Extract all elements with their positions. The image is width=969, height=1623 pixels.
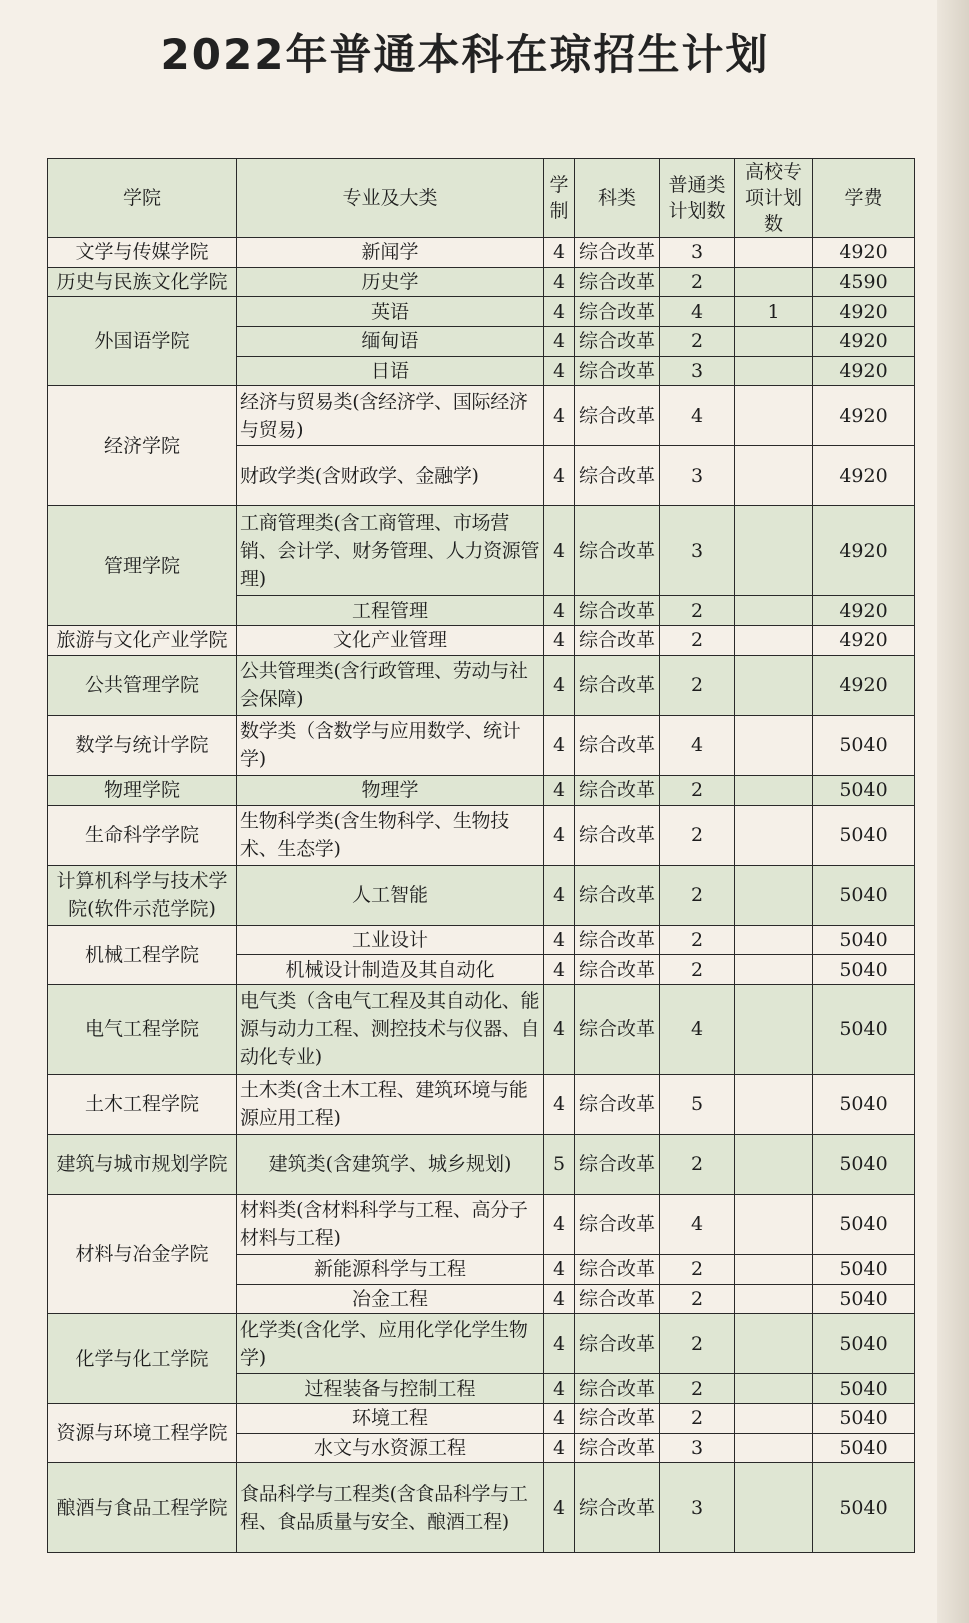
general-plan-cell: 2 <box>660 267 735 297</box>
table-row <box>48 984 915 1074</box>
tuition-cell: 5040 <box>813 984 915 1074</box>
major-cell: 工程管理 <box>237 596 544 626</box>
category-cell: 综合改革 <box>575 238 660 268</box>
major-cell: 数学类（含数学与应用数学、统计学) <box>237 715 544 775</box>
general-plan-cell: 3 <box>660 1463 735 1553</box>
major-cell: 过程装备与控制工程 <box>237 1374 544 1404</box>
table-row <box>48 715 915 775</box>
category-cell: 综合改革 <box>575 356 660 386</box>
major-cell: 英语 <box>237 297 544 327</box>
tuition-cell: 4920 <box>813 238 915 268</box>
tuition-cell: 5040 <box>813 1314 915 1374</box>
major-cell: 新闻学 <box>237 238 544 268</box>
years-cell: 4 <box>544 925 575 955</box>
tuition-cell: 5040 <box>813 1433 915 1463</box>
table-row <box>48 386 915 446</box>
general-plan-cell: 2 <box>660 955 735 985</box>
tuition-cell: 5040 <box>813 925 915 955</box>
major-cell: 材料类(含材料科学与工程、高分子材料与工程) <box>237 1194 544 1254</box>
years-cell: 4 <box>544 267 575 297</box>
tuition-cell: 5040 <box>813 1194 915 1254</box>
page-edge <box>937 0 969 1623</box>
years-cell: 4 <box>544 1254 575 1284</box>
college-cell: 资源与环境工程学院 <box>48 1403 237 1462</box>
special-plan-cell: 1 <box>735 297 813 327</box>
special-plan-cell <box>735 1403 813 1433</box>
category-cell: 综合改革 <box>575 446 660 506</box>
years-cell: 4 <box>544 955 575 985</box>
college-cell: 外国语学院 <box>48 297 237 386</box>
college-cell: 建筑与城市规划学院 <box>48 1134 237 1194</box>
major-cell: 经济与贸易类(含经济学、国际经济与贸易) <box>237 386 544 446</box>
years-cell: 4 <box>544 1463 575 1553</box>
major-cell: 日语 <box>237 356 544 386</box>
special-plan-cell <box>735 775 813 805</box>
tuition-cell: 4920 <box>813 356 915 386</box>
category-cell: 综合改革 <box>575 506 660 596</box>
major-cell: 缅甸语 <box>237 327 544 357</box>
years-cell: 5 <box>544 1134 575 1194</box>
enrollment-plan-table <box>47 158 915 1553</box>
category-cell: 综合改革 <box>575 1374 660 1404</box>
tuition-cell: 5040 <box>813 805 915 865</box>
category-cell: 综合改革 <box>575 775 660 805</box>
tuition-cell: 4920 <box>813 626 915 656</box>
major-cell: 食品科学与工程类(含食品科学与工程、食品质量与安全、酿酒工程) <box>237 1463 544 1553</box>
table-row <box>48 1134 915 1194</box>
general-plan-cell: 3 <box>660 356 735 386</box>
major-cell: 工商管理类(含工商管理、市场营销、会计学、财务管理、人力资源管理) <box>237 506 544 596</box>
general-plan-cell: 4 <box>660 297 735 327</box>
college-cell: 土木工程学院 <box>48 1074 237 1134</box>
page-title: 2022年普通本科在琼招生计划 <box>160 30 770 79</box>
years-cell: 4 <box>544 715 575 775</box>
special-plan-cell <box>735 386 813 446</box>
general-plan-cell: 2 <box>660 626 735 656</box>
category-cell: 综合改革 <box>575 955 660 985</box>
special-plan-cell <box>735 238 813 268</box>
college-cell: 经济学院 <box>48 386 237 506</box>
college-cell: 物理学院 <box>48 775 237 805</box>
table-row <box>48 238 915 268</box>
special-plan-cell <box>735 1284 813 1314</box>
major-cell: 文化产业管理 <box>237 626 544 656</box>
general-plan-cell: 2 <box>660 775 735 805</box>
general-plan-cell: 3 <box>660 446 735 506</box>
tuition-cell: 5040 <box>813 775 915 805</box>
tuition-cell: 4920 <box>813 446 915 506</box>
college-cell: 文学与传媒学院 <box>48 238 237 268</box>
category-cell: 综合改革 <box>575 925 660 955</box>
years-cell: 4 <box>544 805 575 865</box>
table-row <box>48 775 915 805</box>
category-cell: 综合改革 <box>575 1194 660 1254</box>
college-cell: 旅游与文化产业学院 <box>48 626 237 656</box>
years-cell: 4 <box>544 446 575 506</box>
general-plan-cell: 3 <box>660 1433 735 1463</box>
special-plan-cell <box>735 1254 813 1284</box>
category-cell: 综合改革 <box>575 1314 660 1374</box>
category-cell: 综合改革 <box>575 297 660 327</box>
major-cell: 生物科学类(含生物科学、生物技术、生态学) <box>237 805 544 865</box>
major-cell: 化学类(含化学、应用化学化学生物学) <box>237 1314 544 1374</box>
general-plan-cell: 2 <box>660 655 735 715</box>
category-cell: 综合改革 <box>575 1134 660 1194</box>
college-cell: 酿酒与食品工程学院 <box>48 1463 237 1553</box>
header-major: 专业及大类 <box>237 159 544 238</box>
college-cell: 计算机科学与技术学院(软件示范学院) <box>48 865 237 925</box>
category-cell: 综合改革 <box>575 1433 660 1463</box>
special-plan-cell <box>735 596 813 626</box>
major-cell: 人工智能 <box>237 865 544 925</box>
special-plan-cell <box>735 1314 813 1374</box>
special-plan-cell <box>735 446 813 506</box>
special-plan-cell <box>735 865 813 925</box>
college-cell: 材料与冶金学院 <box>48 1194 237 1313</box>
general-plan-cell: 4 <box>660 1194 735 1254</box>
general-plan-cell: 2 <box>660 1284 735 1314</box>
special-plan-cell <box>735 715 813 775</box>
special-plan-cell <box>735 1074 813 1134</box>
category-cell: 综合改革 <box>575 327 660 357</box>
category-cell: 综合改革 <box>575 596 660 626</box>
table-row <box>48 506 915 596</box>
college-cell: 历史与民族文化学院 <box>48 267 237 297</box>
special-plan-cell <box>735 984 813 1074</box>
tuition-cell: 5040 <box>813 955 915 985</box>
category-cell: 综合改革 <box>575 1074 660 1134</box>
category-cell: 综合改革 <box>575 1284 660 1314</box>
special-plan-cell <box>735 327 813 357</box>
general-plan-cell: 4 <box>660 386 735 446</box>
general-plan-cell: 3 <box>660 506 735 596</box>
table-row <box>48 297 915 327</box>
years-cell: 4 <box>544 506 575 596</box>
general-plan-cell: 2 <box>660 805 735 865</box>
years-cell: 4 <box>544 775 575 805</box>
special-plan-cell <box>735 805 813 865</box>
special-plan-cell <box>735 1374 813 1404</box>
years-cell: 4 <box>544 626 575 656</box>
years-cell: 4 <box>544 356 575 386</box>
tuition-cell: 4920 <box>813 506 915 596</box>
tuition-cell: 5040 <box>813 1463 915 1553</box>
tuition-cell: 4920 <box>813 655 915 715</box>
years-cell: 4 <box>544 1074 575 1134</box>
general-plan-cell: 2 <box>660 327 735 357</box>
special-plan-cell <box>735 356 813 386</box>
table-row <box>48 805 915 865</box>
years-cell: 4 <box>544 1374 575 1404</box>
major-cell: 历史学 <box>237 267 544 297</box>
special-plan-cell <box>735 1463 813 1553</box>
special-plan-cell <box>735 955 813 985</box>
college-cell: 机械工程学院 <box>48 925 237 984</box>
category-cell: 综合改革 <box>575 805 660 865</box>
special-plan-cell <box>735 1433 813 1463</box>
tuition-cell: 5040 <box>813 715 915 775</box>
header-years: 学制 <box>544 159 575 238</box>
major-cell: 土木类(含土木工程、建筑环境与能源应用工程) <box>237 1074 544 1134</box>
college-cell: 电气工程学院 <box>48 984 237 1074</box>
tuition-cell: 5040 <box>813 1254 915 1284</box>
years-cell: 4 <box>544 1403 575 1433</box>
table-row <box>48 655 915 715</box>
general-plan-cell: 2 <box>660 1314 735 1374</box>
major-cell: 建筑类(含建筑学、城乡规划) <box>237 1134 544 1194</box>
header-category: 科类 <box>575 159 660 238</box>
years-cell: 4 <box>544 327 575 357</box>
years-cell: 4 <box>544 865 575 925</box>
table-row <box>48 1314 915 1374</box>
category-cell: 综合改革 <box>575 1403 660 1433</box>
general-plan-cell: 2 <box>660 1134 735 1194</box>
major-cell: 财政学类(含财政学、金融学) <box>237 446 544 506</box>
tuition-cell: 5040 <box>813 1403 915 1433</box>
years-cell: 4 <box>544 1314 575 1374</box>
special-plan-cell <box>735 506 813 596</box>
header-general-plan: 普通类计划数 <box>660 159 735 238</box>
years-cell: 4 <box>544 238 575 268</box>
category-cell: 综合改革 <box>575 626 660 656</box>
major-cell: 物理学 <box>237 775 544 805</box>
special-plan-cell <box>735 1134 813 1194</box>
years-cell: 4 <box>544 1194 575 1254</box>
major-cell: 工业设计 <box>237 925 544 955</box>
tuition-cell: 5040 <box>813 1134 915 1194</box>
header-row <box>48 159 915 238</box>
category-cell: 综合改革 <box>575 1463 660 1553</box>
years-cell: 4 <box>544 386 575 446</box>
category-cell: 综合改革 <box>575 267 660 297</box>
table-row <box>48 1463 915 1553</box>
general-plan-cell: 4 <box>660 984 735 1074</box>
table-row <box>48 865 915 925</box>
tuition-cell: 5040 <box>813 1374 915 1404</box>
general-plan-cell: 2 <box>660 925 735 955</box>
college-cell: 化学与化工学院 <box>48 1314 237 1404</box>
general-plan-cell: 2 <box>660 1374 735 1404</box>
years-cell: 4 <box>544 1433 575 1463</box>
special-plan-cell <box>735 925 813 955</box>
tuition-cell: 5040 <box>813 1284 915 1314</box>
category-cell: 综合改革 <box>575 1254 660 1284</box>
tuition-cell: 4920 <box>813 327 915 357</box>
category-cell: 综合改革 <box>575 715 660 775</box>
years-cell: 4 <box>544 596 575 626</box>
tuition-cell: 4920 <box>813 386 915 446</box>
table-row <box>48 1074 915 1134</box>
table-row <box>48 267 915 297</box>
college-cell: 生命科学学院 <box>48 805 237 865</box>
special-plan-cell <box>735 626 813 656</box>
major-cell: 环境工程 <box>237 1403 544 1433</box>
tuition-cell: 5040 <box>813 865 915 925</box>
category-cell: 综合改革 <box>575 655 660 715</box>
table-row <box>48 626 915 656</box>
special-plan-cell <box>735 655 813 715</box>
general-plan-cell: 4 <box>660 715 735 775</box>
major-cell: 冶金工程 <box>237 1284 544 1314</box>
major-cell: 公共管理类(含行政管理、劳动与社会保障) <box>237 655 544 715</box>
category-cell: 综合改革 <box>575 386 660 446</box>
tuition-cell: 4590 <box>813 267 915 297</box>
college-cell: 数学与统计学院 <box>48 715 237 775</box>
major-cell: 新能源科学与工程 <box>237 1254 544 1284</box>
special-plan-cell <box>735 1194 813 1254</box>
major-cell: 机械设计制造及其自动化 <box>237 955 544 985</box>
table-row <box>48 925 915 955</box>
college-cell: 公共管理学院 <box>48 655 237 715</box>
major-cell: 电气类（含电气工程及其自动化、能源与动力工程、测控技术与仪器、自动化专业) <box>237 984 544 1074</box>
header-college: 学院 <box>48 159 237 238</box>
years-cell: 4 <box>544 1284 575 1314</box>
tuition-cell: 4920 <box>813 596 915 626</box>
category-cell: 综合改革 <box>575 865 660 925</box>
general-plan-cell: 5 <box>660 1074 735 1134</box>
major-cell: 水文与水资源工程 <box>237 1433 544 1463</box>
college-cell: 管理学院 <box>48 506 237 626</box>
header-tuition: 学费 <box>813 159 915 238</box>
years-cell: 4 <box>544 297 575 327</box>
general-plan-cell: 2 <box>660 596 735 626</box>
general-plan-cell: 2 <box>660 865 735 925</box>
general-plan-cell: 2 <box>660 1403 735 1433</box>
header-special-plan: 高校专项计划数 <box>735 159 813 238</box>
years-cell: 4 <box>544 984 575 1074</box>
table-row <box>48 1194 915 1254</box>
special-plan-cell <box>735 267 813 297</box>
category-cell: 综合改革 <box>575 984 660 1074</box>
tuition-cell: 5040 <box>813 1074 915 1134</box>
general-plan-cell: 3 <box>660 238 735 268</box>
general-plan-cell: 2 <box>660 1254 735 1284</box>
years-cell: 4 <box>544 655 575 715</box>
table-row <box>48 1403 915 1433</box>
tuition-cell: 4920 <box>813 297 915 327</box>
